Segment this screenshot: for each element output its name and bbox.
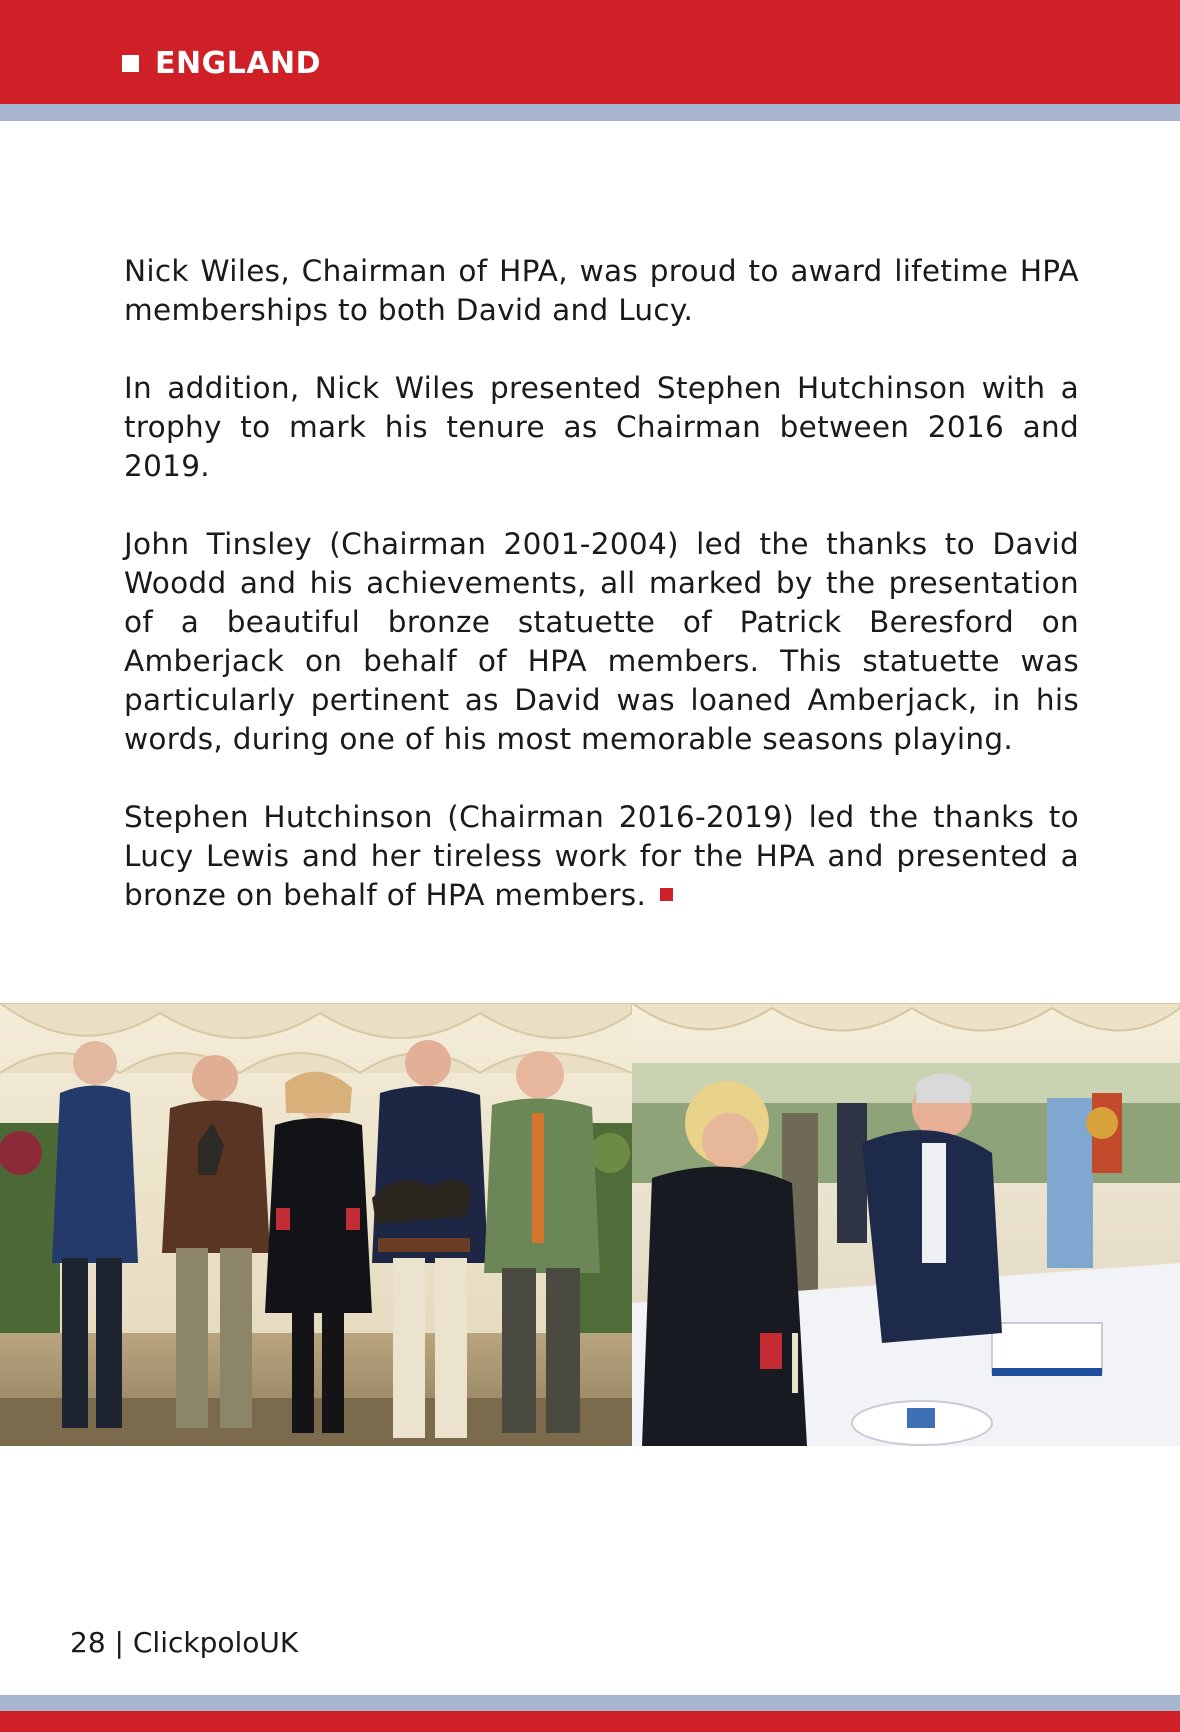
paragraph-3: John Tinsley (Chairman 2001-2004) led the thanks to David Woodd and his achievements, all marked by the presentation of a beautiful bronze statuette of Patrick Beresford on Amberjack on behalf of HPA members. This statuette was particularly pertinent as David was loaned Amberjack, in his words, during one of his most memorable seasons playing. [124,527,1079,756]
paragraph-1: Nick Wiles, Chairman of HPA, was proud to award lifetime HPA memberships to both David and Lucy. [124,254,1079,327]
section-square-icon [122,55,139,72]
footer-stripe [0,1695,1180,1711]
cake-cutting-photo [632,1003,1180,1446]
paragraph-2: In addition, Nick Wiles presented Stephen Hutchinson with a trophy to mark his tenure as Chairman between 2016 and 2019. [124,371,1079,483]
section-title: ENGLAND [155,46,322,81]
header-stripe [0,104,1180,121]
footer-bar [0,1711,1180,1732]
paragraph-4-text: Stephen Hutchinson (Chairman 2016-2019) led the thanks to Lucy Lewis and her tireless work for the HPA and presented a bronze on behalf of HPA members. [124,800,1079,912]
paragraph-4 [124,798,1079,915]
end-mark-icon [660,888,673,901]
cake-photo-illustration [632,1003,1180,1446]
section-label [122,46,321,81]
group-trophy-photo [0,1003,632,1446]
article-body [124,252,1079,915]
group-photo-illustration [0,1003,632,1446]
page-folio: 28 | ClickpoloUK [70,1626,299,1659]
